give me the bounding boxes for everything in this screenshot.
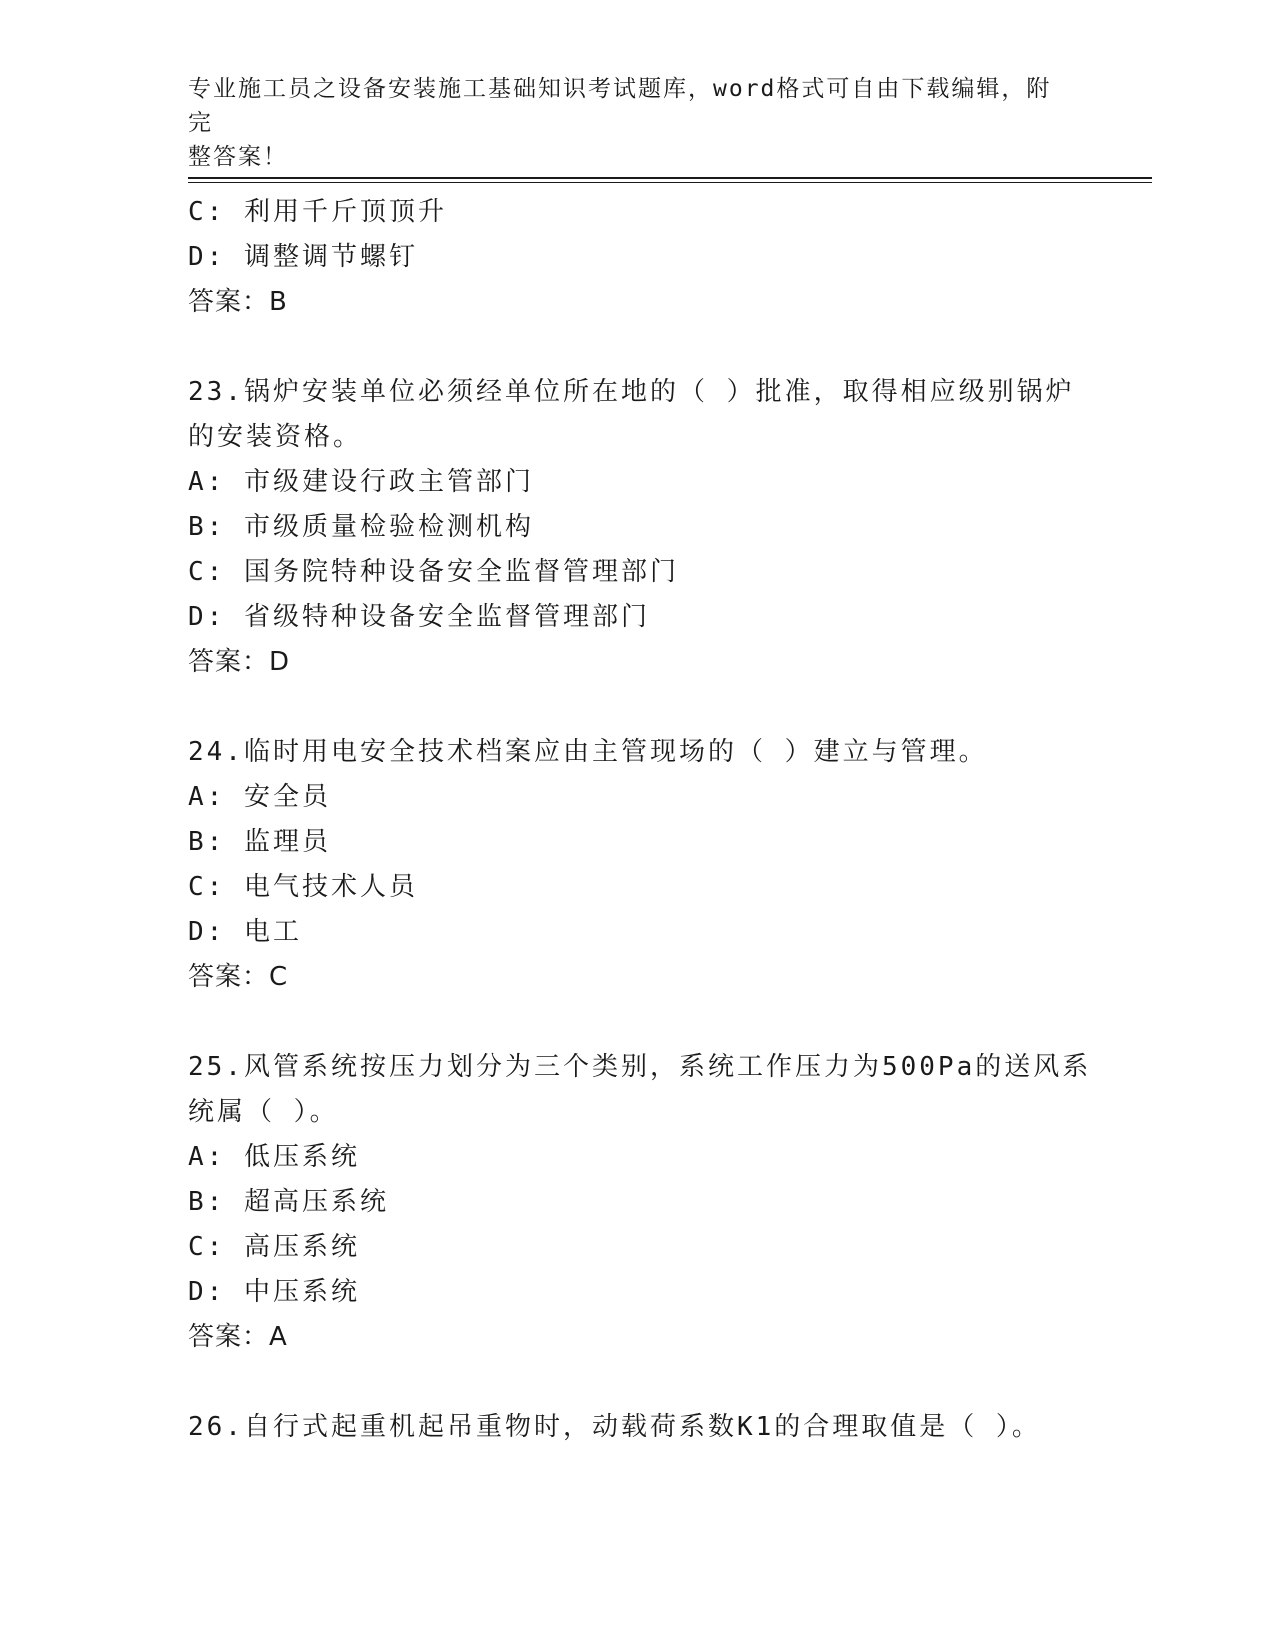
question-26-stem: 26.自行式起重机起吊重物时，动载荷系数K1的合理取值是（ ）。	[188, 1412, 1041, 1442]
spacer	[188, 325, 1068, 370]
question-23-option-a: A: 市级建设行政主管部门	[188, 467, 534, 497]
question-25-stem-cont: 统属（ ）。	[188, 1097, 339, 1127]
question-23-option-d: D: 省级特种设备安全监督管理部门	[188, 602, 650, 632]
question-25-answer: 答案：A	[188, 1322, 288, 1352]
question-23-stem: 23.锅炉安装单位必须经单位所在地的（ ）批准，取得相应级别锅炉	[188, 377, 1075, 407]
question-23-stem-cont: 的安装资格。	[188, 422, 363, 452]
spacer	[188, 1000, 1068, 1045]
question-list	[188, 190, 1092, 1450]
question-23-answer: 答案：D	[188, 647, 291, 677]
spacer	[188, 685, 1068, 730]
question-23-option-c: C: 国务院特种设备安全监督管理部门	[188, 557, 679, 587]
spacer	[188, 1360, 1068, 1405]
question-23-option-b: B: 市级质量检验检测机构	[188, 512, 534, 542]
question-25-option-b: B: 超高压系统	[188, 1187, 389, 1217]
question-24-option-a: A: 安全员	[188, 782, 331, 812]
document-header	[188, 72, 1068, 174]
question-25-option-a: A: 低压系统	[188, 1142, 360, 1172]
question-24-option-c: C: 电气技术人员	[188, 872, 418, 902]
header-rule-thick	[188, 177, 1152, 179]
option-c: C: 利用千斤顶顶升	[188, 197, 447, 227]
question-24-option-b: B: 监理员	[188, 827, 331, 857]
question-24-answer: 答案：C	[188, 962, 289, 992]
question-24-option-d: D: 电工	[188, 917, 302, 947]
answer: 答案：B	[188, 287, 288, 317]
question-24-stem: 24.临时用电安全技术档案应由主管现场的（ ）建立与管理。	[188, 737, 988, 767]
header-rule-thin	[188, 182, 1152, 183]
question-25-stem: 25.风管系统按压力划分为三个类别，系统工作压力为500Pa的送风系	[188, 1052, 1092, 1082]
header-line-1: 专业施工员之设备安装施工基础知识考试题库，word格式可自由下载编辑，附完	[188, 76, 1052, 136]
question-25-option-c: C: 高压系统	[188, 1232, 360, 1262]
question-25-option-d: D: 中压系统	[188, 1277, 360, 1307]
header-line-2: 整答案！	[188, 144, 288, 170]
option-d: D: 调整调节螺钉	[188, 242, 418, 272]
